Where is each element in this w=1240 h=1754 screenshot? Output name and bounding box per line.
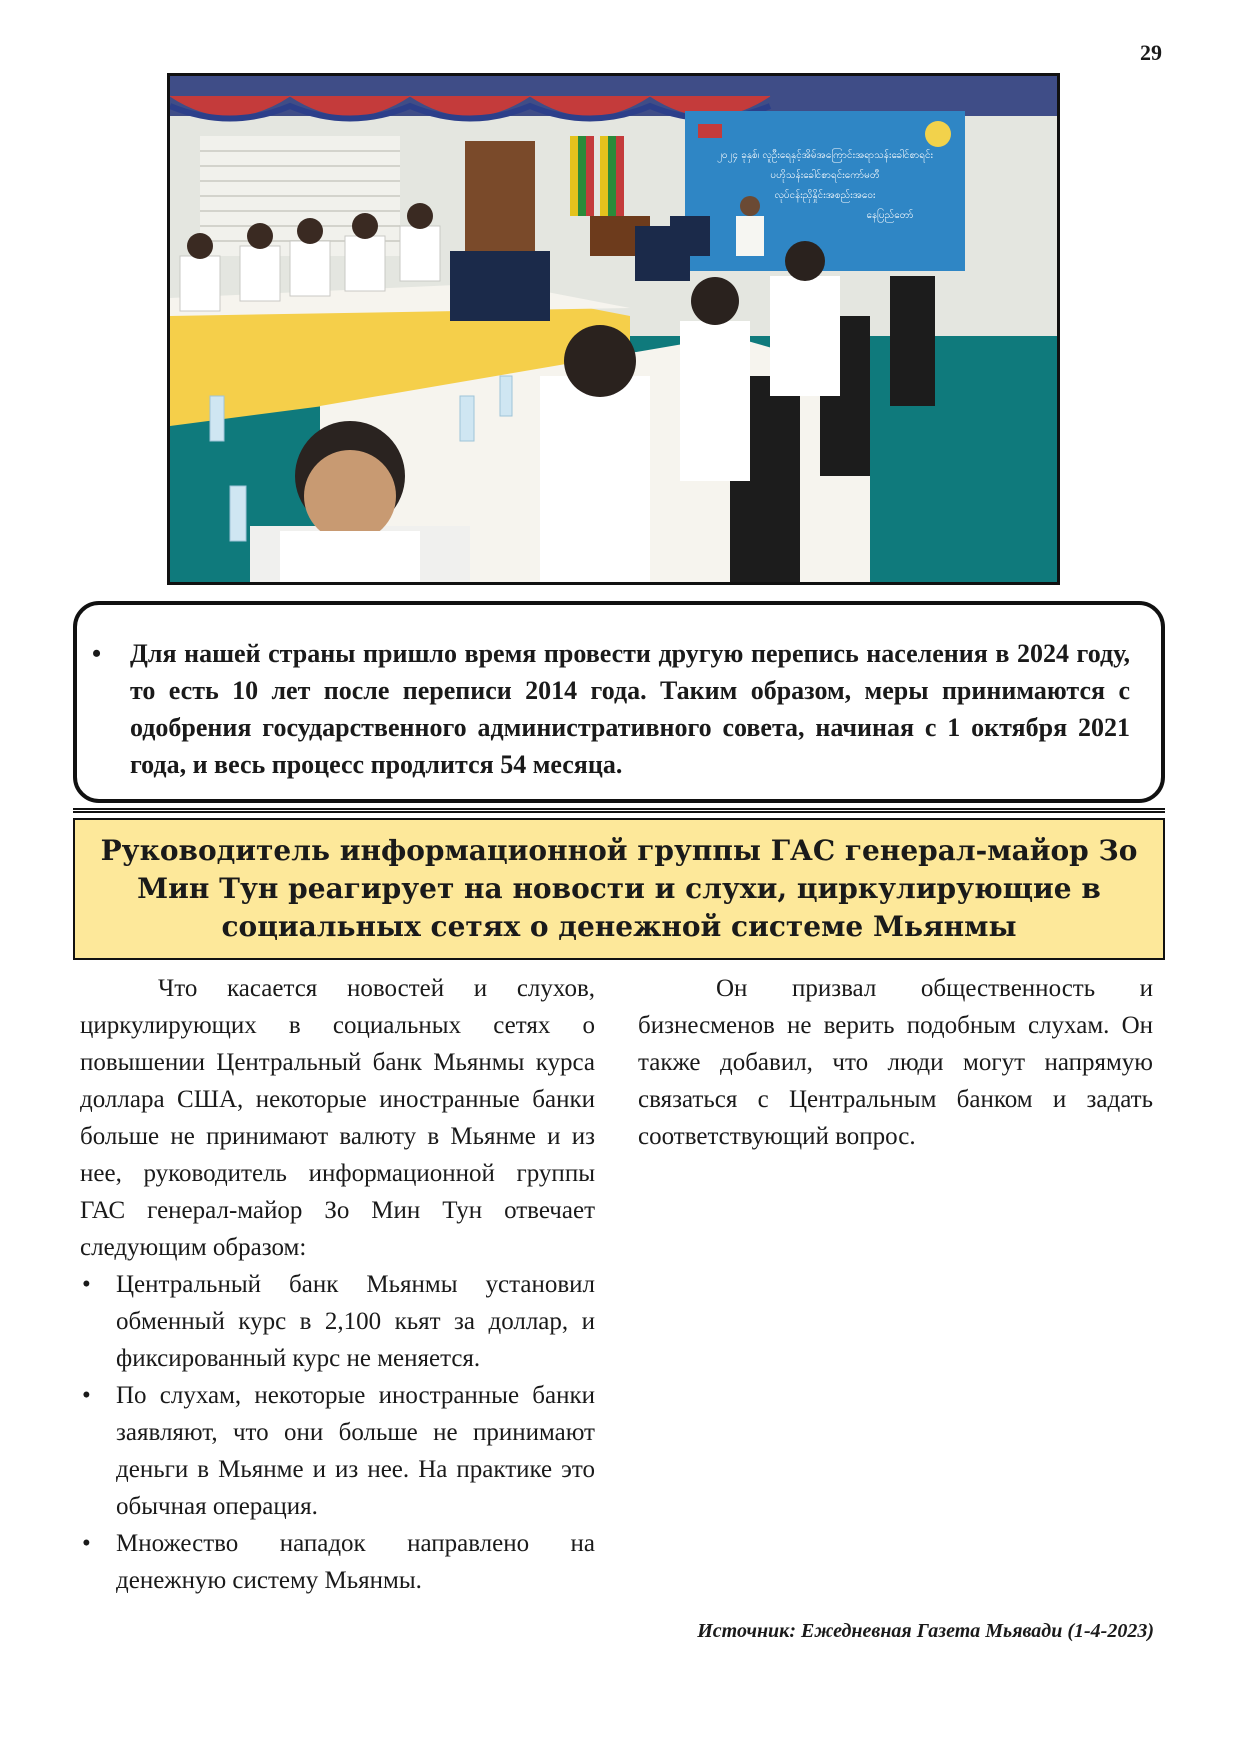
- list-item: [80, 1377, 595, 1525]
- list-item-text: Множество нападок направлено на денежную систему Мьянмы.: [116, 1530, 595, 1594]
- left-column: [80, 970, 595, 1599]
- note-bullet-text: Для нашей страны пришло время провести другую перепись населения в 2024 году, то есть 10 лет после переписи 2014 года. Таким образом, меры принимаются с одобрения государственного административного совета, начиная с 1 октября 2021 года, и весь процесс продлится 54 месяца.: [130, 639, 1130, 779]
- banner-line-3: လုပ်ငန်းညှိနှိုင်းအစည်းအဝေး: [774, 190, 876, 201]
- note-box: [73, 601, 1165, 803]
- right-paragraph: Он призвал общественность и бизнесменов не верить подобным слухам. Он также добавил, что люди могут напрямую связаться с Центральным банком и задать соответствующий вопрос.: [638, 975, 1153, 1150]
- bullet-icon: •: [82, 1530, 91, 1557]
- page-number: 29: [1140, 40, 1162, 65]
- bullet-list: [80, 1266, 595, 1599]
- meeting-photo-illustration: [170, 76, 1057, 582]
- banner-line-1: ၂၀၂၄ ခုနှစ်၊ လူဦးရေနှင့်အိမ်အကြောင်းအရာသန်းခေါင်စာရင်း: [716, 150, 934, 161]
- list-item: [80, 1525, 595, 1599]
- list-item-text: Центральный банк Мьянмы установил обменный курс в 2,100 кьят за доллар, и фиксированный курс не меняется.: [116, 1271, 595, 1372]
- right-column: [638, 970, 1153, 1155]
- source-credit: Источник: Ежедневная Газета Мьявади (1-4-2023): [697, 1620, 1154, 1642]
- headline-box: [73, 818, 1165, 960]
- headline: Руководитель информационной группы ГАС генерал-майор Зо Мин Тун реагирует на новости и слухи, циркулирующие в социальных сетях о денежной системе Мьянмы: [100, 834, 1138, 943]
- banner-line-2: ပဟိုသန်းခေါင်စာရင်းကော်မတီ: [770, 170, 880, 181]
- list-item: [80, 1266, 595, 1377]
- list-item-text: По слухам, некоторые иностранные банки заявляют, что они больше не принимают деньги в Мьянме и из нее. На практике это обычная операция.: [116, 1382, 595, 1520]
- divider: [73, 808, 1165, 813]
- bullet-icon: •: [92, 639, 102, 668]
- banner-line-4: နေပြည်တော်: [866, 210, 914, 221]
- bullet-icon: •: [82, 1382, 91, 1409]
- bullet-icon: •: [82, 1271, 91, 1298]
- intro-paragraph: Что касается новостей и слухов, циркулирующих в социальных сетях о повышении Центральный банк Мьянмы курса доллара США, некоторые иностранные банки больше не принимают валюту в Мьянме и из нее, руководитель информационной группы ГАС генерал-майор Зо Мин Тун отвечает следующим образом:: [80, 975, 595, 1261]
- meeting-photo: [167, 73, 1060, 585]
